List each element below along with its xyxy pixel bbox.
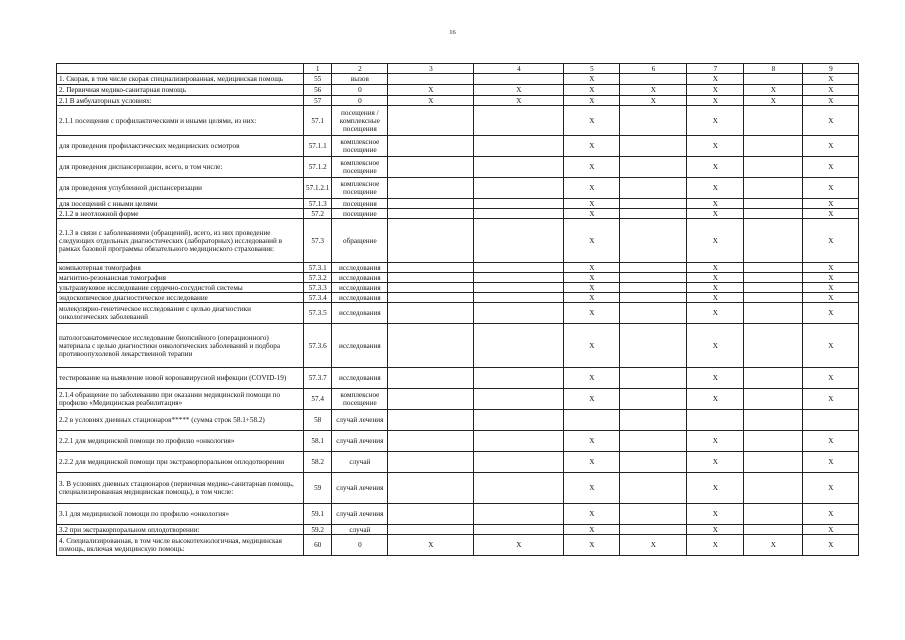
row-cell-c4	[474, 504, 564, 525]
row-code: 57.3.1	[304, 263, 332, 273]
row-cell-c8	[744, 389, 803, 410]
row-cell-c7: Х	[687, 199, 744, 209]
row-cell-c5: Х	[564, 431, 620, 452]
row-cell-c4	[474, 178, 564, 199]
row-cell-c8: Х	[744, 535, 803, 556]
row-code: 57.4	[304, 389, 332, 410]
row-cell-c5: Х	[564, 293, 620, 303]
row-description: компьютерная томография	[57, 263, 304, 273]
row-cell-c4	[474, 452, 564, 473]
row-cell-c5: Х	[564, 178, 620, 199]
row-code: 57.1.2	[304, 157, 332, 178]
row-cell-c3	[388, 452, 474, 473]
row-cell-c5: Х	[564, 535, 620, 556]
row-cell-c3	[388, 525, 474, 535]
row-code: 57.3.4	[304, 293, 332, 303]
row-unit: случай	[332, 452, 388, 473]
row-cell-c4	[474, 263, 564, 273]
row-cell-c9: Х	[803, 96, 859, 106]
row-cell-c4	[474, 303, 564, 324]
row-description: 3. В условиях дневных стационаров (первичная медико-санитарная помощь, специализированная медицинская помощь), в том числе:	[57, 473, 304, 504]
row-code: 60	[304, 535, 332, 556]
row-cell-c7: Х	[687, 368, 744, 389]
row-cell-c6	[620, 199, 687, 209]
row-code: 59.1	[304, 504, 332, 525]
row-cell-c4	[474, 368, 564, 389]
row-cell-c9: Х	[803, 209, 859, 219]
row-cell-c9: Х	[803, 525, 859, 535]
row-cell-c9: Х	[803, 431, 859, 452]
row-unit: случай лечения	[332, 473, 388, 504]
row-cell-c9: Х	[803, 504, 859, 525]
row-cell-c3: Х	[388, 85, 474, 96]
row-cell-c9: Х	[803, 324, 859, 368]
row-cell-c6	[620, 263, 687, 273]
row-code: 57	[304, 96, 332, 106]
row-unit: 0	[332, 85, 388, 96]
row-unit: исследования	[332, 293, 388, 303]
row-cell-c6: Х	[620, 535, 687, 556]
row-cell-c7: Х	[687, 96, 744, 106]
row-cell-c8	[744, 283, 803, 293]
row-description: 2.1 В амбулаторных условиях:	[57, 96, 304, 106]
row-cell-c8: Х	[744, 85, 803, 96]
row-cell-c6	[620, 219, 687, 263]
row-unit: обращение	[332, 219, 388, 263]
row-cell-c5: Х	[564, 525, 620, 535]
row-cell-c5: Х	[564, 504, 620, 525]
row-code: 58.2	[304, 452, 332, 473]
table-row	[57, 283, 859, 293]
row-code: 56	[304, 85, 332, 96]
row-cell-c4	[474, 199, 564, 209]
row-description: для проведения диспансеризации, всего, в том числе:	[57, 157, 304, 178]
row-cell-c7: Х	[687, 303, 744, 324]
row-cell-c4	[474, 293, 564, 303]
row-cell-c8	[744, 504, 803, 525]
table-row	[57, 368, 859, 389]
row-cell-c5: Х	[564, 283, 620, 293]
row-cell-c3	[388, 324, 474, 368]
row-description: 2.1.1 посещения с профилактическими и иными целями, из них:	[57, 106, 304, 136]
row-cell-c6	[620, 389, 687, 410]
row-cell-c6	[620, 431, 687, 452]
row-cell-c7: Х	[687, 136, 744, 157]
data-table	[56, 63, 859, 556]
row-unit: 0	[332, 535, 388, 556]
row-cell-c4	[474, 410, 564, 431]
header-cell-7: 7	[687, 64, 744, 74]
row-cell-c7: Х	[687, 157, 744, 178]
row-cell-c8	[744, 157, 803, 178]
header-cell-blank	[57, 64, 304, 74]
row-cell-c8	[744, 199, 803, 209]
row-description: 1. Скорая, в том числе скорая специализированная, медицинская помощь	[57, 74, 304, 85]
row-cell-c3	[388, 410, 474, 431]
row-unit: случай	[332, 525, 388, 535]
row-cell-c9: Х	[803, 535, 859, 556]
row-cell-c5: Х	[564, 303, 620, 324]
row-cell-c9: Х	[803, 368, 859, 389]
header-cell-6: 6	[620, 64, 687, 74]
row-cell-c8	[744, 525, 803, 535]
row-cell-c6	[620, 324, 687, 368]
row-cell-c6	[620, 74, 687, 85]
row-cell-c5: Х	[564, 389, 620, 410]
row-code: 57.3.7	[304, 368, 332, 389]
row-cell-c8	[744, 410, 803, 431]
row-description: тестирование на выявление новой коронавирусной инфекции (COVID-19)	[57, 368, 304, 389]
table-row	[57, 209, 859, 219]
row-cell-c8	[744, 273, 803, 283]
row-cell-c7: Х	[687, 473, 744, 504]
row-description: 2.1.4 обращение по заболеванию при оказании медицинской помощи по профилю «Медицинская реабилитация»	[57, 389, 304, 410]
row-cell-c5: Х	[564, 136, 620, 157]
row-description: 2.2.1 для медицинской помощи по профилю «онкология»	[57, 431, 304, 452]
row-cell-c5: Х	[564, 106, 620, 136]
row-unit: комплексное посещение	[332, 178, 388, 199]
row-code: 57.3.2	[304, 273, 332, 283]
table-row	[57, 199, 859, 209]
row-cell-c8	[744, 303, 803, 324]
row-cell-c9: Х	[803, 283, 859, 293]
row-cell-c3	[388, 473, 474, 504]
row-cell-c3	[388, 293, 474, 303]
row-cell-c5: Х	[564, 199, 620, 209]
table-row	[57, 324, 859, 368]
row-cell-c6	[620, 525, 687, 535]
row-cell-c3	[388, 106, 474, 136]
row-cell-c4	[474, 157, 564, 178]
row-cell-c8	[744, 368, 803, 389]
row-cell-c4	[474, 283, 564, 293]
row-code: 55	[304, 74, 332, 85]
row-code: 59.2	[304, 525, 332, 535]
row-cell-c9: Х	[803, 293, 859, 303]
row-cell-c7: Х	[687, 525, 744, 535]
row-cell-c9: Х	[803, 178, 859, 199]
row-cell-c4	[474, 389, 564, 410]
row-cell-c5: Х	[564, 209, 620, 219]
table-row	[57, 410, 859, 431]
row-code: 59	[304, 473, 332, 504]
row-cell-c3	[388, 199, 474, 209]
row-cell-c3	[388, 219, 474, 263]
row-unit: исследования	[332, 368, 388, 389]
header-cell-2: 2	[332, 64, 388, 74]
row-cell-c4	[474, 136, 564, 157]
row-cell-c6	[620, 106, 687, 136]
row-description: 2.1.3 в связи с заболеваниями (обращений), всего, из них проведение следующих отдельных диагностических (лабораторных) исследований в рамках базовой программы обязательного медицинского страхования:	[57, 219, 304, 263]
row-unit: 0	[332, 96, 388, 106]
row-unit: вызов	[332, 74, 388, 85]
row-description: 3.1 для медицинской помощи по профилю «онкология»	[57, 504, 304, 525]
header-cell-5: 5	[564, 64, 620, 74]
row-description: для проведения углубленной диспансеризации	[57, 178, 304, 199]
table-row	[57, 157, 859, 178]
table-row	[57, 263, 859, 273]
row-cell-c6	[620, 293, 687, 303]
header-cell-1: 1	[304, 64, 332, 74]
table-row	[57, 452, 859, 473]
row-cell-c3	[388, 431, 474, 452]
row-cell-c3	[388, 157, 474, 178]
row-code: 58.1	[304, 431, 332, 452]
table-row	[57, 431, 859, 452]
row-cell-c4	[474, 209, 564, 219]
row-unit: исследования	[332, 283, 388, 293]
table-row	[57, 96, 859, 106]
row-cell-c8	[744, 293, 803, 303]
row-cell-c7: Х	[687, 209, 744, 219]
row-cell-c7: Х	[687, 324, 744, 368]
row-cell-c3	[388, 368, 474, 389]
row-cell-c7: Х	[687, 293, 744, 303]
row-cell-c9	[803, 410, 859, 431]
header-row	[57, 64, 859, 74]
row-code: 57.1.3	[304, 199, 332, 209]
table-row	[57, 136, 859, 157]
row-cell-c8	[744, 473, 803, 504]
table-row	[57, 85, 859, 96]
row-cell-c7: Х	[687, 389, 744, 410]
row-unit: посещение	[332, 209, 388, 219]
row-cell-c4	[474, 324, 564, 368]
row-cell-c9: Х	[803, 85, 859, 96]
row-cell-c6: Х	[620, 85, 687, 96]
row-unit: исследования	[332, 263, 388, 273]
row-unit: комплексное посещение	[332, 157, 388, 178]
row-description: магнитно-резонансная томография	[57, 273, 304, 283]
header-cell-4: 4	[474, 64, 564, 74]
row-cell-c7: Х	[687, 106, 744, 136]
row-cell-c5: Х	[564, 96, 620, 106]
table-row	[57, 389, 859, 410]
row-description: 2.2.2 для медицинской помощи при экстракорпоральном оплодотворении	[57, 452, 304, 473]
row-cell-c3	[388, 136, 474, 157]
row-code: 57.3.6	[304, 324, 332, 368]
row-cell-c7: Х	[687, 431, 744, 452]
row-description: 2. Первичная медико-санитарная помощь	[57, 85, 304, 96]
row-cell-c7: Х	[687, 219, 744, 263]
row-description: 2.1.2 в неотложной форме	[57, 209, 304, 219]
row-cell-c6	[620, 504, 687, 525]
row-cell-c6	[620, 178, 687, 199]
row-unit: случай лечения	[332, 504, 388, 525]
row-cell-c9: Х	[803, 452, 859, 473]
row-cell-c4	[474, 74, 564, 85]
row-cell-c3	[388, 504, 474, 525]
row-cell-c4	[474, 273, 564, 283]
row-code: 57.1	[304, 106, 332, 136]
row-cell-c3	[388, 273, 474, 283]
row-cell-c5: Х	[564, 219, 620, 263]
row-code: 57.1.2.1	[304, 178, 332, 199]
table-row	[57, 273, 859, 283]
table-row	[57, 525, 859, 535]
row-description: молекулярно-генетическое исследование с целью диагностики онкологических заболеваний	[57, 303, 304, 324]
row-unit: исследования	[332, 303, 388, 324]
row-cell-c8	[744, 106, 803, 136]
row-cell-c6: Х	[620, 96, 687, 106]
row-description: 4. Специализированная, в том числе высокотехнологичная, медицинская помощь, включая медицинскую помощь:	[57, 535, 304, 556]
row-cell-c5: Х	[564, 74, 620, 85]
row-cell-c6	[620, 273, 687, 283]
row-cell-c5: Х	[564, 273, 620, 283]
row-cell-c4	[474, 106, 564, 136]
row-cell-c8	[744, 263, 803, 273]
row-cell-c6	[620, 368, 687, 389]
table-row	[57, 535, 859, 556]
row-cell-c3	[388, 303, 474, 324]
row-cell-c7: Х	[687, 535, 744, 556]
row-description: для посещений с иными целями	[57, 199, 304, 209]
row-cell-c5: Х	[564, 473, 620, 504]
row-cell-c8	[744, 431, 803, 452]
row-cell-c9: Х	[803, 219, 859, 263]
table-row	[57, 178, 859, 199]
table-row	[57, 106, 859, 136]
row-cell-c7: Х	[687, 273, 744, 283]
row-cell-c7: Х	[687, 504, 744, 525]
row-cell-c4: Х	[474, 535, 564, 556]
row-cell-c4	[474, 219, 564, 263]
row-cell-c5: Х	[564, 263, 620, 273]
row-cell-c7: Х	[687, 85, 744, 96]
row-description: 3.2 при экстракорпоральном оплодотворении:	[57, 525, 304, 535]
row-unit: случай лечения	[332, 410, 388, 431]
row-description: эндоскопическое диагностическое исследование	[57, 293, 304, 303]
row-cell-c5	[564, 410, 620, 431]
row-cell-c7	[687, 410, 744, 431]
row-cell-c9: Х	[803, 106, 859, 136]
table-row	[57, 473, 859, 504]
row-code: 57.3	[304, 219, 332, 263]
row-cell-c9: Х	[803, 389, 859, 410]
table-row	[57, 293, 859, 303]
row-cell-c9: Х	[803, 74, 859, 85]
row-cell-c9: Х	[803, 157, 859, 178]
row-unit: комплексное посещение	[332, 389, 388, 410]
row-cell-c9: Х	[803, 136, 859, 157]
row-cell-c4	[474, 431, 564, 452]
row-cell-c8	[744, 324, 803, 368]
table-row	[57, 504, 859, 525]
row-unit: комплексное посещение	[332, 136, 388, 157]
header-cell-3: 3	[388, 64, 474, 74]
row-unit: исследования	[332, 324, 388, 368]
row-cell-c9: Х	[803, 303, 859, 324]
row-unit: исследования	[332, 273, 388, 283]
row-cell-c3: Х	[388, 535, 474, 556]
row-cell-c3	[388, 263, 474, 273]
row-cell-c6	[620, 410, 687, 431]
row-cell-c6	[620, 473, 687, 504]
row-code: 57.3.5	[304, 303, 332, 324]
header-cell-8: 8	[744, 64, 803, 74]
row-cell-c5: Х	[564, 324, 620, 368]
row-cell-c4	[474, 525, 564, 535]
row-code: 57.1.1	[304, 136, 332, 157]
row-description: патологоанатомическое исследование биопсийного (операционного) материала с целью диагностики онкологических заболеваний и подбора противоопухолевой лекарственной терапии	[57, 324, 304, 368]
row-cell-c9: Х	[803, 199, 859, 209]
row-cell-c3: Х	[388, 96, 474, 106]
row-cell-c6	[620, 303, 687, 324]
table-row	[57, 303, 859, 324]
row-cell-c7: Х	[687, 263, 744, 273]
row-code: 57.2	[304, 209, 332, 219]
row-cell-c8	[744, 74, 803, 85]
row-cell-c7: Х	[687, 178, 744, 199]
row-cell-c3	[388, 283, 474, 293]
row-cell-c8	[744, 136, 803, 157]
row-cell-c9: Х	[803, 273, 859, 283]
row-unit: случай лечения	[332, 431, 388, 452]
row-cell-c9: Х	[803, 263, 859, 273]
row-cell-c6	[620, 157, 687, 178]
page-number: 16	[449, 29, 456, 36]
row-code: 58	[304, 410, 332, 431]
row-cell-c6	[620, 283, 687, 293]
row-cell-c8	[744, 452, 803, 473]
row-cell-c9: Х	[803, 473, 859, 504]
row-cell-c8	[744, 178, 803, 199]
row-cell-c4	[474, 473, 564, 504]
row-unit: посещения	[332, 199, 388, 209]
row-unit: посещения / комплексные посещения	[332, 106, 388, 136]
row-cell-c3	[388, 209, 474, 219]
row-cell-c8	[744, 209, 803, 219]
row-cell-c5: Х	[564, 368, 620, 389]
row-cell-c5: Х	[564, 85, 620, 96]
row-cell-c3	[388, 74, 474, 85]
row-cell-c8: Х	[744, 96, 803, 106]
row-cell-c3	[388, 389, 474, 410]
row-cell-c6	[620, 452, 687, 473]
row-description: 2.2 в условиях дневных стационаров***** (сумма строк 58.1+58.2)	[57, 410, 304, 431]
row-cell-c8	[744, 219, 803, 263]
row-cell-c7: Х	[687, 452, 744, 473]
row-cell-c6	[620, 209, 687, 219]
row-description: ультразвуковое исследование сердечно-сосудистой системы	[57, 283, 304, 293]
row-code: 57.3.3	[304, 283, 332, 293]
header-cell-9: 9	[803, 64, 859, 74]
row-description: для проведения профилактических медицинских осмотров	[57, 136, 304, 157]
row-cell-c5: Х	[564, 157, 620, 178]
row-cell-c7: Х	[687, 283, 744, 293]
table-row	[57, 74, 859, 85]
row-cell-c7: Х	[687, 74, 744, 85]
table-row	[57, 219, 859, 263]
row-cell-c4: Х	[474, 85, 564, 96]
row-cell-c5: Х	[564, 452, 620, 473]
row-cell-c3	[388, 178, 474, 199]
row-cell-c6	[620, 136, 687, 157]
row-cell-c4: Х	[474, 96, 564, 106]
